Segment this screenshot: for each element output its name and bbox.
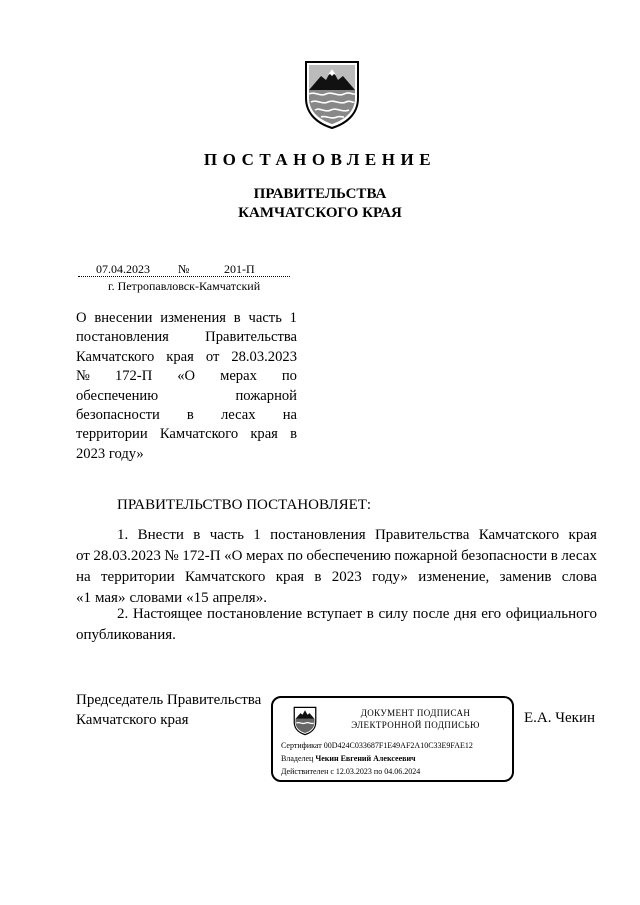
para-line-paragraph1_lines-1 xyxy=(76,546,597,566)
word: постановление xyxy=(206,606,303,622)
word: 2023 xyxy=(331,569,362,585)
signatory-position xyxy=(76,690,261,730)
para-line-paragraph1_lines-0 xyxy=(117,525,597,545)
word: «1 xyxy=(76,590,91,606)
word: мая» xyxy=(95,590,126,606)
word: в xyxy=(290,426,297,443)
subject-line-subject_lines-4 xyxy=(76,387,297,406)
word: пожарной xyxy=(235,387,297,404)
coat-of-arms-icon xyxy=(303,60,361,130)
word: после xyxy=(412,606,450,622)
word: официального xyxy=(505,606,597,622)
word: от xyxy=(205,348,220,365)
para-line-paragraph2_lines-0 xyxy=(117,604,597,624)
stamp-validity xyxy=(281,767,420,776)
valid-from: 12.03.2023 xyxy=(335,767,372,776)
word: «О xyxy=(177,368,196,385)
document-number: 201-П xyxy=(224,262,255,276)
word: территории xyxy=(76,426,148,443)
word: Правительства xyxy=(374,527,470,543)
word: 2023 году» xyxy=(76,445,144,462)
registration-line xyxy=(78,262,290,278)
document-date: 07.04.2023 xyxy=(96,262,150,276)
subject-line-subject_lines-6 xyxy=(76,425,297,444)
word: края xyxy=(250,426,278,443)
certificate-value: 00D424C033687F1E49AF2A10C33E9FAE12 xyxy=(323,741,473,750)
owner-value: Чекин Евгений Алексеевич xyxy=(315,754,416,763)
word: безопасности xyxy=(76,407,160,423)
para-line-paragraph1_lines-2 xyxy=(76,567,597,587)
word: пожарной xyxy=(394,548,458,564)
subject-line-subject_lines-1 xyxy=(76,328,297,347)
word: № xyxy=(164,548,179,564)
word: 1 xyxy=(253,527,261,543)
issuer-line-1: ПРАВИТЕЛЬСТВА xyxy=(253,186,387,202)
word: в xyxy=(314,569,322,585)
stamp-heading-line-2: ЭЛЕКТРОННОЙ ПОДПИСЬЮ xyxy=(351,720,480,730)
word: безопасности xyxy=(461,548,548,564)
word: обеспечению xyxy=(306,548,391,564)
certificate-label: Сертификат xyxy=(281,741,322,750)
stamp-certificate xyxy=(281,741,473,750)
word: мерах xyxy=(246,548,284,564)
word: от xyxy=(76,548,90,564)
subject-line-subject_lines-3 xyxy=(76,367,297,386)
word: силу xyxy=(378,606,409,622)
word: 1 xyxy=(289,310,297,326)
word: Камчатского xyxy=(76,348,155,365)
number-sign: № xyxy=(178,262,190,276)
word: «15 xyxy=(186,590,209,606)
word: Настоящее xyxy=(132,606,203,622)
signatory-position-line-2: Камчатского края xyxy=(76,712,189,728)
validity-label: Действителен с xyxy=(281,767,334,776)
word: постановления xyxy=(76,329,169,346)
word: изменения xyxy=(160,310,226,326)
word: изменение, xyxy=(418,569,490,585)
valid-to: 04.06.2024 xyxy=(384,767,421,776)
word: словами xyxy=(129,590,183,606)
subject-line-subject_lines-5 xyxy=(76,406,297,425)
word: на xyxy=(282,407,297,423)
word: году» xyxy=(372,569,408,585)
word: в xyxy=(233,310,241,326)
word: постановления xyxy=(270,527,366,543)
word: 172-П xyxy=(182,548,221,564)
word: лесах xyxy=(220,407,256,423)
word: на xyxy=(76,569,91,585)
word: О xyxy=(76,310,87,326)
issuer-line-2: КАМЧАТСКОГО КРАЯ xyxy=(238,205,402,221)
word: лесах xyxy=(561,548,597,564)
stamp-heading-line-1: ДОКУМЕНТ ПОДПИСАН xyxy=(360,708,471,718)
subject-line-subject_lines-7 xyxy=(76,445,297,464)
word: 172-П xyxy=(114,368,153,385)
word: заменив xyxy=(499,569,552,585)
stamp-emblem-icon xyxy=(293,706,317,736)
word: 28.03.2023 xyxy=(93,548,161,564)
validity-to-label: по xyxy=(373,767,383,776)
electronic-signature-stamp xyxy=(271,696,514,782)
word: Камчатского xyxy=(184,569,266,585)
word: Внести xyxy=(137,527,184,543)
word: края xyxy=(568,527,597,543)
owner-label: Владелец xyxy=(281,754,314,763)
word: Правительства xyxy=(205,329,297,346)
signatory-name: Е.А. Чекин xyxy=(524,710,595,726)
word: Камчатского xyxy=(159,426,239,443)
word: часть xyxy=(248,310,282,326)
subject-line-subject_lines-0 xyxy=(76,309,297,328)
word: его xyxy=(481,606,502,622)
word: «О xyxy=(224,548,243,564)
word: края xyxy=(166,348,194,365)
subject-line-subject_lines-2 xyxy=(76,348,297,367)
word: по xyxy=(287,548,303,564)
word: вступает xyxy=(306,606,363,622)
word: слова xyxy=(561,569,597,585)
word: по xyxy=(281,368,297,385)
para-line-paragraph2_lines-1 xyxy=(76,625,597,645)
word: Камчатского xyxy=(478,527,560,543)
word: территории xyxy=(100,569,175,585)
word: апреля». xyxy=(212,590,267,606)
word: 1. xyxy=(117,527,129,543)
city-line: г. Петропавловск-Камчатский xyxy=(108,279,261,293)
decree-statement: ПРАВИТЕЛЬСТВО ПОСТАНОВЛЯЕТ: xyxy=(117,497,372,513)
word: № xyxy=(76,368,90,385)
word: внесении xyxy=(94,310,153,326)
word: 2. xyxy=(117,606,129,622)
word: в xyxy=(550,548,558,564)
word: опубликования. xyxy=(76,627,176,643)
word: мерах xyxy=(220,368,257,385)
word: края xyxy=(275,569,305,585)
stamp-owner xyxy=(281,754,416,763)
word: часть xyxy=(209,527,244,543)
document-type-title: ПОСТАНОВЛЕНИЕ xyxy=(203,150,437,169)
word: 28.03.2023 xyxy=(231,348,297,365)
word: в xyxy=(366,606,374,622)
word: в xyxy=(186,407,194,423)
signatory-position-line-1: Председатель Правительства xyxy=(76,692,262,708)
word: в xyxy=(193,527,201,543)
word: дня xyxy=(454,606,477,622)
word: обеспечению xyxy=(76,387,159,404)
